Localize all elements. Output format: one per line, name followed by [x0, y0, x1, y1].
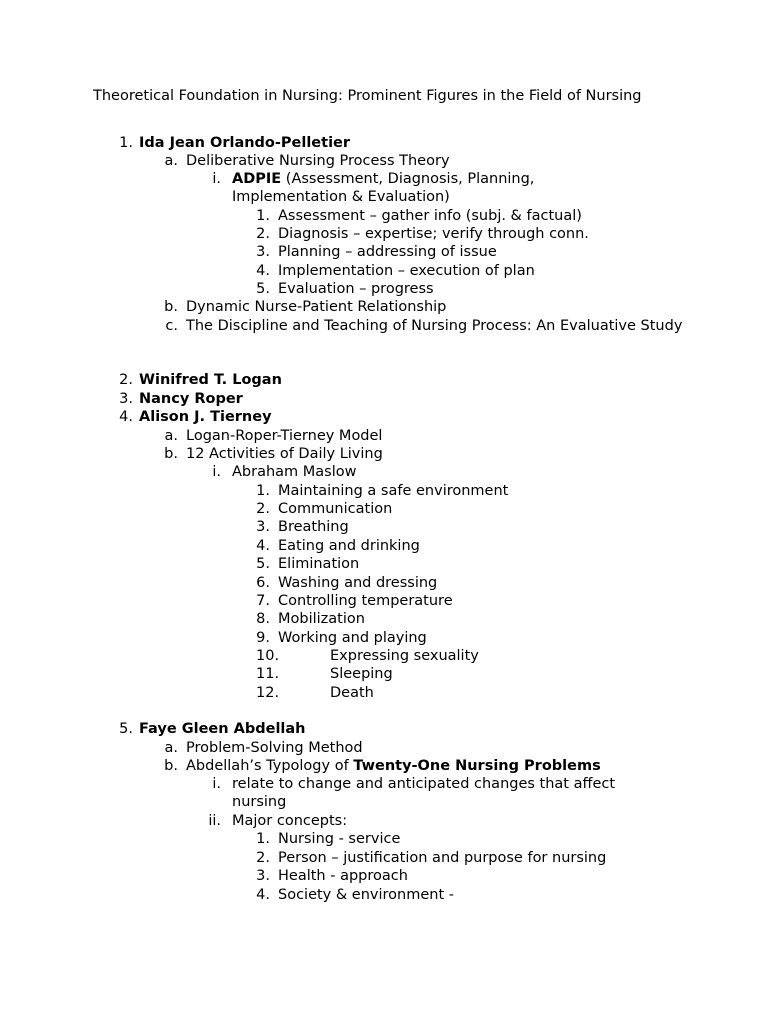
list-item: Major concepts: [232, 813, 348, 829]
section-heading: Ida Jean Orlando-Pelletier [139, 135, 351, 151]
section-marker: 4. [119, 409, 133, 425]
step-marker: 10. [256, 648, 280, 664]
step-marker: 5. [256, 556, 270, 572]
list-item: Elimination [278, 556, 360, 572]
list-item: Diagnosis – expertise; verify through conn. [278, 226, 589, 242]
item-marker: b. [164, 299, 178, 315]
list-item: Communication [278, 501, 393, 517]
item-marker: a. [164, 740, 178, 756]
step-marker: 12. [256, 685, 280, 701]
list-item: Planning – addressing of issue [278, 244, 497, 260]
list-item: Deliberative Nursing Process Theory [186, 153, 450, 169]
list-item: Implementation – execution of plan [278, 263, 535, 279]
list-item: Nursing - service [278, 831, 401, 847]
list-item: Controlling temperature [278, 593, 453, 609]
list-item: Problem-Solving Method [186, 740, 363, 756]
document-title: Theoretical Foundation in Nursing: Prominent Figures in the Field of Nursing [93, 88, 642, 104]
list-item: Evaluation – progress [278, 281, 434, 297]
list-item: The Discipline and Teaching of Nursing Process: An Evaluative Study [186, 318, 683, 334]
list-item: Assessment – gather info (subj. & factual) [278, 208, 582, 224]
list-item: Working and playing [278, 630, 427, 646]
list-item: Maintaining a safe environment [278, 483, 509, 499]
item-marker: a. [164, 153, 178, 169]
list-item: Logan-Roper-Tierney Model [186, 428, 383, 444]
step-marker: 3. [256, 519, 270, 535]
subitem-marker: ii. [208, 813, 221, 829]
list-item: Person – justification and purpose for nursing [278, 850, 607, 866]
list-item: Dynamic Nurse-Patient Relationship [186, 299, 447, 315]
list-item: ADPIE (Assessment, Diagnosis, Planning, Implementation & Evaluation) [232, 171, 535, 206]
section-marker: 2. [119, 372, 133, 388]
step-marker: 4. [256, 263, 270, 279]
step-marker: 2. [256, 226, 270, 242]
subitem-marker: i. [212, 776, 221, 792]
list-item: Washing and dressing [278, 575, 438, 591]
list-item: Death [330, 685, 374, 701]
subitem-marker: i. [212, 464, 221, 480]
subitem-marker: i. [212, 171, 221, 187]
step-marker: 6. [256, 575, 270, 591]
list-item: 12 Activities of Daily Living [186, 446, 383, 462]
item-marker: c. [165, 318, 178, 334]
item-marker: b. [164, 446, 178, 462]
section-heading: Nancy Roper [139, 391, 243, 407]
step-marker: 2. [256, 501, 270, 517]
list-item: relate to change and anticipated changes that affect nursing [232, 776, 616, 811]
section-marker: 1. [119, 135, 133, 151]
section-marker: 3. [119, 391, 133, 407]
step-marker: 2. [256, 850, 270, 866]
step-marker: 7. [256, 593, 270, 609]
list-item: Sleeping [330, 666, 393, 682]
step-marker: 1. [256, 831, 270, 847]
step-marker: 1. [256, 483, 270, 499]
step-marker: 11. [256, 666, 280, 682]
section-heading: Winifred T. Logan [139, 372, 282, 388]
list-item: Abraham Maslow [232, 464, 357, 480]
item-marker: a. [164, 428, 178, 444]
list-item: Abdellah’s Typology of Twenty-One Nursing Problems [186, 758, 601, 774]
step-marker: 8. [256, 611, 270, 627]
step-marker: 3. [256, 868, 270, 884]
list-item: Expressing sexuality [330, 648, 479, 664]
list-item: Society & environment - [278, 887, 454, 903]
list-item: Eating and drinking [278, 538, 420, 554]
step-marker: 3. [256, 244, 270, 260]
item-marker: b. [164, 758, 178, 774]
step-marker: 5. [256, 281, 270, 297]
list-item: Health - approach [278, 868, 408, 884]
section-heading: Faye Gleen Abdellah [139, 721, 306, 737]
step-marker: 1. [256, 208, 270, 224]
step-marker: 4. [256, 887, 270, 903]
adpie-label: ADPIE [232, 171, 282, 187]
bold-term: Twenty-One Nursing Problems [353, 758, 601, 774]
step-marker: 9. [256, 630, 270, 646]
list-item: Breathing [278, 519, 349, 535]
section-marker: 5. [119, 721, 133, 737]
section-heading: Alison J. Tierney [139, 409, 272, 425]
step-marker: 4. [256, 538, 270, 554]
list-item: Mobilization [278, 611, 365, 627]
